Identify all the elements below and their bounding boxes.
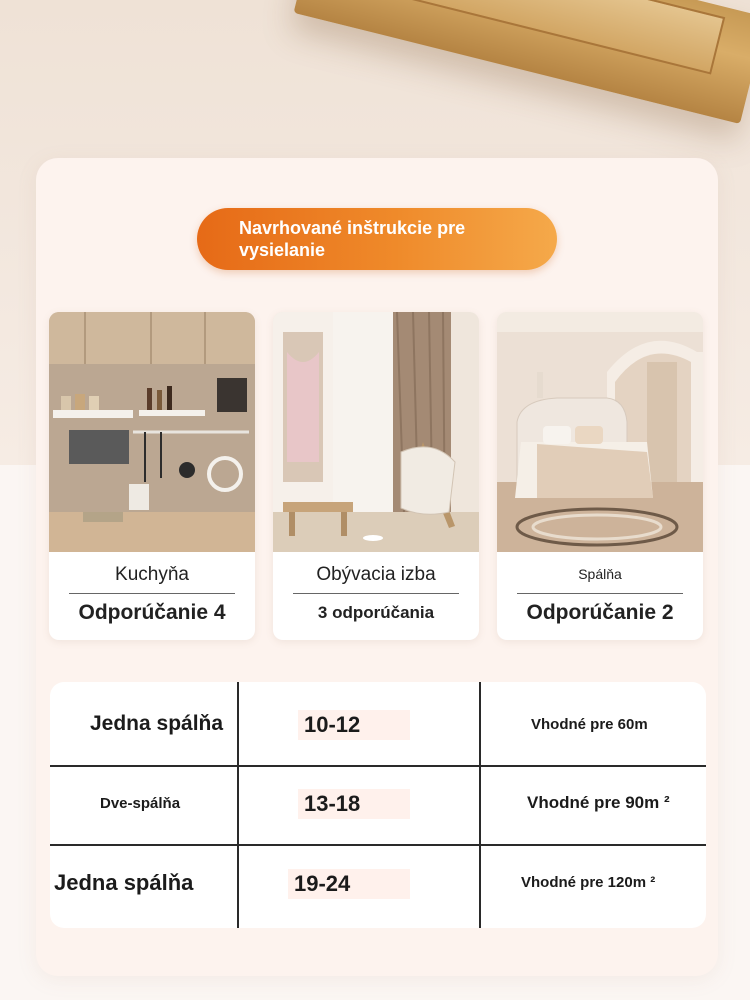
- room-recommendation-kitchen: Odporúčanie 4: [78, 601, 226, 624]
- table-cell-range: 19-24: [288, 869, 410, 899]
- banner-title-pill: [197, 208, 557, 270]
- banner-title: Navrhované inštrukcie pre vysielanie: [239, 218, 466, 260]
- room-divider: [293, 593, 459, 594]
- table-cell-type: Jedna spálňa: [54, 870, 194, 895]
- room-name-kitchen: Kuchyňa: [115, 564, 189, 585]
- living-room-photo: [273, 312, 479, 552]
- table-cell-suitability: Vhodné pre 90m ²: [527, 793, 670, 812]
- table-column-divider: [479, 682, 481, 928]
- room-recommendation-bedroom: Odporúčanie 2: [526, 601, 674, 624]
- bedroom-photo: [497, 312, 703, 552]
- table-divider: [50, 844, 706, 846]
- room-name-living-room: Obývacia izba: [316, 564, 436, 585]
- table-cell-suitability: Vhodné pre 60m: [531, 716, 648, 733]
- room-name-bedroom: Spálňa: [578, 566, 622, 582]
- kitchen-photo: [49, 312, 255, 552]
- room-card-bedroom[interactable]: [497, 312, 703, 640]
- table-divider: [50, 765, 706, 767]
- room-size-table: [50, 682, 706, 928]
- table-cell-range: 13-18: [298, 789, 410, 819]
- table-cell-range: 10-12: [298, 710, 410, 740]
- room-recommendation-living-room: 3 odporúčania: [317, 603, 435, 622]
- room-divider: [69, 593, 235, 594]
- room-card-living-room[interactable]: [273, 312, 479, 640]
- room-card-kitchen[interactable]: [49, 312, 255, 640]
- room-divider: [517, 593, 683, 594]
- table-column-divider: [237, 682, 239, 928]
- table-cell-suitability: Vhodné pre 120m ²: [521, 874, 656, 891]
- table-cell-type: Dve-spálňa: [100, 795, 181, 812]
- table-cell-type: Jedna spálňa: [90, 712, 224, 735]
